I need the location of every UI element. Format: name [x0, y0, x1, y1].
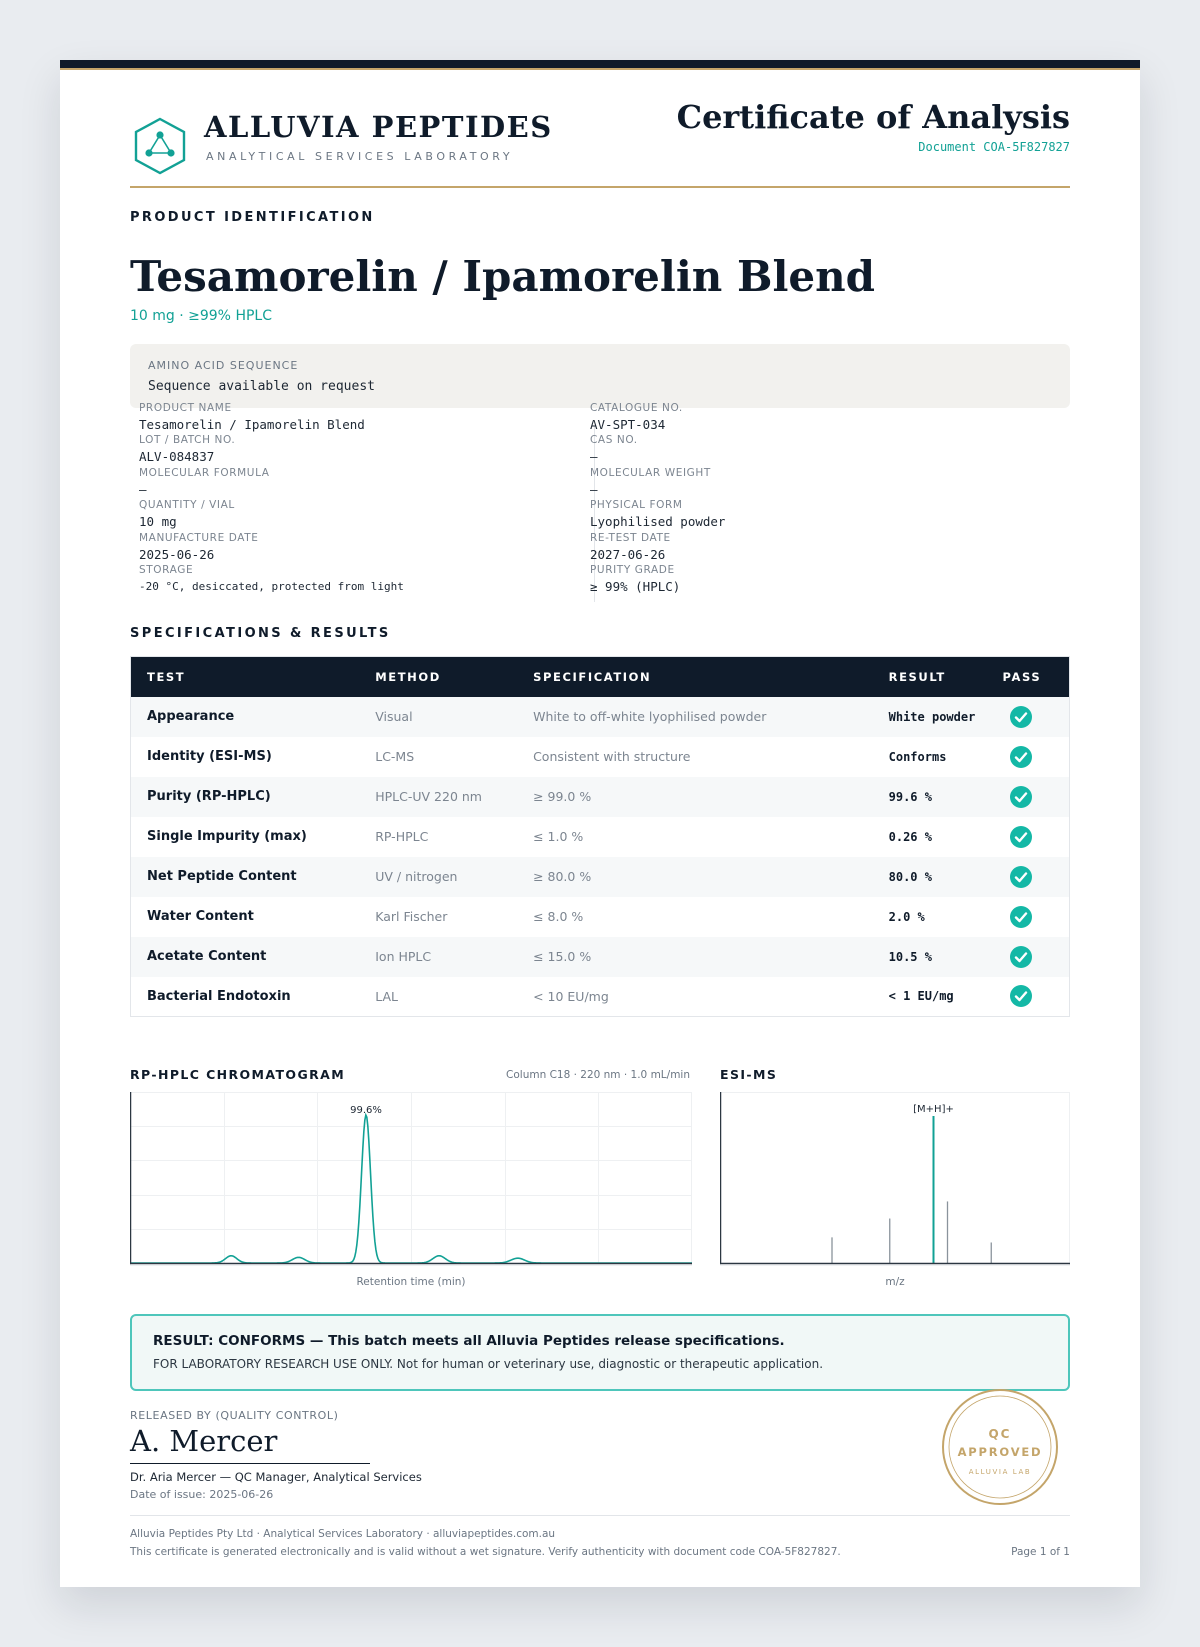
info-value: ALV-084837	[139, 449, 215, 464]
product-subtitle: 10 mg · ≥99% HPLC	[130, 308, 272, 324]
table-row	[131, 857, 1070, 897]
pass-cell	[987, 977, 1070, 1017]
hplc-chart-title: RP-HPLC CHROMATOGRAM	[130, 1067, 346, 1082]
chart-frame	[721, 1093, 1070, 1266]
result-cell: Conforms	[888, 749, 947, 764]
top-accent-bar	[60, 60, 1140, 68]
pass-cell	[987, 697, 1070, 737]
sequence-box	[130, 344, 1070, 408]
info-field	[139, 532, 258, 563]
test-cell: Acetate Content	[131, 937, 360, 977]
document-code: Document COA-5F827827	[918, 140, 1070, 154]
test-cell: Water Content	[147, 909, 254, 924]
check-circle-icon	[1010, 706, 1032, 728]
method-cell: HPLC-UV 220 nm	[359, 777, 517, 817]
table-row	[131, 817, 1070, 857]
check-circle-icon	[1010, 786, 1032, 808]
info-value: —	[590, 482, 598, 497]
brand-subtitle: ANALYTICAL SERVICES LABORATORY	[206, 150, 514, 163]
check-circle-icon	[1010, 866, 1032, 888]
table-header-row	[131, 657, 1070, 697]
test-cell: Single Impurity (max)	[147, 829, 307, 844]
esims-spectrum	[720, 1092, 1070, 1266]
result-cell: 80.0 %	[873, 857, 987, 897]
specs-section-label: SPECIFICATIONS & RESULTS	[130, 626, 391, 641]
spec-cell: ≤ 15.0 %	[517, 937, 873, 977]
check-circle-icon	[1010, 946, 1032, 968]
footer-divider	[130, 1515, 1070, 1516]
seal-line-approved: APPROVED	[957, 1445, 1043, 1459]
info-field	[139, 499, 235, 530]
info-label: RE-TEST DATE	[590, 532, 671, 544]
result-cell: 10.5 %	[873, 937, 987, 977]
table-row	[131, 897, 1070, 937]
info-field	[139, 402, 365, 433]
seal-line-lab: ALLUVIA LAB	[968, 1468, 1032, 1476]
spec-cell: White to off-white lyophilised powder	[517, 697, 873, 737]
check-circle-icon	[1010, 826, 1032, 848]
result-cell: 0.26 %	[888, 829, 932, 844]
research-disclaimer: FOR LABORATORY RESEARCH USE ONLY. Not for human or veterinary use, diagnostic or therapeutic application.	[153, 1357, 824, 1371]
base-peak-label: [M+H]+	[913, 1103, 954, 1115]
hplc-chromatogram	[130, 1092, 692, 1266]
info-field	[139, 434, 235, 465]
table-row	[131, 937, 1070, 977]
info-value: ≥ 99% (HPLC)	[590, 579, 681, 594]
pass-cell	[987, 777, 1070, 817]
seal-line-qc: QC	[988, 1427, 1012, 1441]
info-field	[590, 434, 638, 465]
info-label: MOLECULAR FORMULA	[139, 467, 270, 479]
info-value: Lyophilised powder	[590, 514, 726, 529]
certificate-sheet	[60, 60, 1140, 1587]
brand-name: ALLUVIA PEPTIDES	[204, 110, 553, 144]
info-field	[590, 467, 711, 498]
table-row	[131, 777, 1070, 817]
test-cell: Net Peptide Content	[131, 857, 360, 897]
esims-x-axis-label: m/z	[885, 1276, 905, 1288]
top-gold-line	[60, 68, 1140, 70]
method-cell: LC-MS	[375, 749, 415, 764]
qc-approved-seal	[941, 1388, 1059, 1506]
info-label: CAS NO.	[590, 434, 638, 446]
header-result: RESULT	[873, 657, 987, 697]
spec-cell: ≤ 1.0 %	[533, 829, 584, 844]
info-label: PHYSICAL FORM	[590, 499, 683, 511]
info-label: MANUFACTURE DATE	[139, 532, 259, 544]
pass-cell	[987, 857, 1070, 897]
info-label: STORAGE	[139, 564, 194, 576]
product-section-label: PRODUCT IDENTIFICATION	[130, 210, 375, 225]
result-statement: RESULT: CONFORMS — This batch meets all Alluvia Peptides release specifications.	[153, 1333, 785, 1349]
pass-cell	[987, 937, 1070, 977]
main-peak-label: 99.6%	[350, 1104, 382, 1116]
esims-chart-title: ESI-MS	[720, 1067, 778, 1082]
method-cell: RP-HPLC	[375, 829, 429, 844]
hexagon-molecule-icon	[132, 116, 188, 176]
result-cell: < 1 EU/mg	[888, 989, 954, 1004]
spec-cell: ≥ 99.0 %	[517, 777, 873, 817]
result-cell: 2.0 %	[888, 909, 925, 924]
specifications-table	[130, 656, 1070, 1017]
method-cell: Visual	[359, 697, 517, 737]
sequence-label: AMINO ACID SEQUENCE	[148, 359, 299, 372]
method-cell: LAL	[375, 988, 399, 1004]
info-value: Tesamorelin / Ipamorelin Blend	[139, 417, 365, 432]
info-label: CATALOGUE NO.	[590, 402, 683, 414]
info-value: 10 mg	[139, 514, 177, 529]
info-field	[590, 532, 671, 563]
info-label: QUANTITY / VIAL	[139, 499, 235, 511]
spec-cell: ≤ 8.0 %	[533, 909, 584, 924]
sequence-value: Sequence available on request	[148, 379, 375, 394]
result-box	[130, 1314, 1070, 1391]
info-label: MOLECULAR WEIGHT	[590, 467, 711, 479]
info-field	[590, 402, 683, 433]
info-label: PURITY GRADE	[590, 564, 675, 576]
footer-validity-note: This certificate is generated electronically and is valid without a wet signature. Verify authenticity with document code COA-5F827827.	[130, 1546, 841, 1558]
info-value: —	[590, 449, 598, 464]
product-title: Tesamorelin / Ipamorelin Blend	[130, 252, 876, 301]
info-label: PRODUCT NAME	[139, 402, 232, 414]
spec-cell: Consistent with structure	[533, 749, 691, 764]
method-cell: Ion HPLC	[359, 937, 517, 977]
pass-cell	[987, 737, 1070, 777]
test-cell: Appearance	[131, 697, 360, 737]
footer-company: Alluvia Peptides Pty Ltd · Analytical Services Laboratory · alluviapeptides.com.au	[130, 1528, 556, 1540]
info-field	[590, 499, 725, 530]
header-pass: PASS	[987, 657, 1070, 697]
table-row	[131, 737, 1070, 777]
table-row	[131, 977, 1070, 1017]
spec-cell: ≥ 80.0 %	[517, 857, 873, 897]
signature: A. Mercer	[130, 1424, 278, 1458]
info-field	[590, 564, 680, 595]
pass-cell	[987, 817, 1070, 857]
pass-cell	[987, 897, 1070, 937]
info-field	[139, 467, 270, 498]
header-divider	[130, 186, 1070, 188]
info-label: LOT / BATCH NO.	[139, 434, 236, 446]
test-cell: Purity (RP-HPLC)	[131, 777, 360, 817]
info-value: 2027-06-26	[590, 547, 666, 562]
signer-name: Dr. Aria Mercer — QC Manager, Analytical Services	[130, 1470, 422, 1484]
info-value: -20 °C, desiccated, protected from light	[139, 580, 404, 593]
hplc-x-axis-label: Retention time (min)	[356, 1276, 466, 1288]
hplc-chart-note: Column C18 · 220 nm · 1.0 mL/min	[506, 1069, 690, 1081]
header-method: METHOD	[359, 657, 517, 697]
table-row	[131, 697, 1070, 737]
info-value: AV-SPT-034	[590, 417, 666, 432]
header-test: TEST	[131, 657, 360, 697]
method-cell: Karl Fischer	[375, 909, 448, 924]
check-circle-icon	[1010, 985, 1032, 1007]
released-by-label: RELEASED BY (QUALITY CONTROL)	[130, 1409, 339, 1422]
page-number: Page 1 of 1	[1011, 1546, 1070, 1558]
header-specification: SPECIFICATION	[517, 657, 873, 697]
result-cell: White powder	[873, 697, 987, 737]
test-cell: Identity (ESI-MS)	[147, 749, 272, 764]
table-body	[131, 697, 1070, 1017]
spec-cell: < 10 EU/mg	[533, 988, 609, 1004]
document-title: Certificate of Analysis	[676, 98, 1070, 136]
issue-date: Date of issue: 2025-06-26	[130, 1488, 274, 1501]
info-field	[139, 564, 404, 595]
check-circle-icon	[1010, 906, 1032, 928]
check-circle-icon	[1010, 746, 1032, 768]
info-value: —	[139, 482, 147, 497]
test-cell: Bacterial Endotoxin	[147, 988, 291, 1004]
signature-line	[130, 1463, 370, 1464]
info-value: 2025-06-26	[139, 547, 215, 562]
result-cell: 99.6 %	[873, 777, 987, 817]
method-cell: UV / nitrogen	[359, 857, 517, 897]
